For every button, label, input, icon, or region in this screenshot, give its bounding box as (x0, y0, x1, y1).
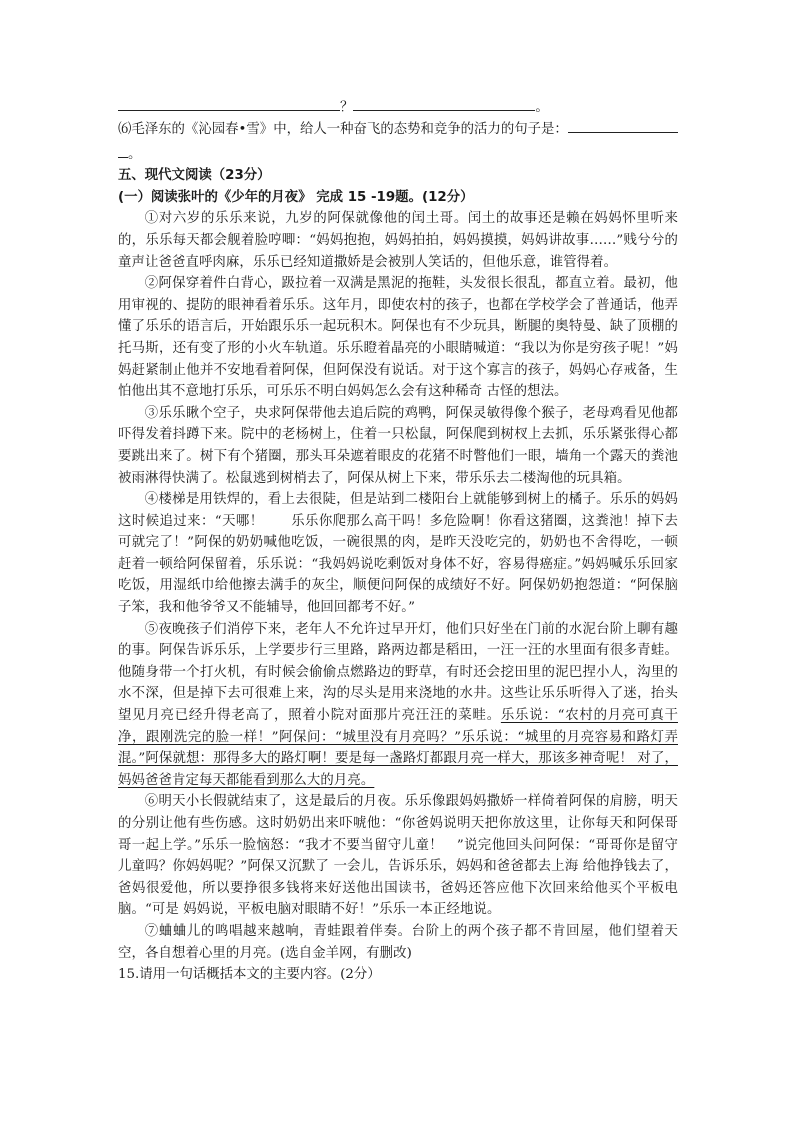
paragraph-4: ④楼梯是用铁焊的，看上去很陡，但是站到二楼阳台上就能够到树上的橘子。乐乐的妈妈这时候追过来：“天哪！ 乐乐你爬那么高干吗！多危险啊！你看这猪圈，这粪池！掉下去可就完了！”阿保的奶奶喊他吃饭，一碗很黑的肉，是昨天没吃完的，奶奶也不舍得吃，一顿赶着一顿给阿保留着，乐乐说：“我妈妈说吃剩饭对身体不好，容易得癌症。”妈妈喊乐乐回家吃饭，用湿纸巾给他擦去满手的灰尘，顺便问阿保的成绩好不好。阿保奶奶抱怨道：“阿保脑子笨，我和他爷爷又不能辅导，他回回都考不好。” (118, 492, 678, 616)
paragraph-7: ⑦蛐蛐儿的鸣唱越来越响，青蛙跟着伴奏。台阶上的两个孩子都不肯回屋，他们望着天空，各自想着心里的月亮。(选自金羊网，有删改) (118, 923, 678, 961)
answer-blank-line (118, 94, 678, 116)
answer-blank-4[interactable] (118, 141, 128, 158)
paragraph-5-underlined: 乐乐说：“农村的月亮可真干净，跟刚洗完的脸一样！”阿保问：“城里没有月亮吗？”乐乐说：“城里的月亮容易和路灯弄混。”阿保就想：那得多大的路灯啊！要是每一盏路灯都跟月亮一样大，那该多神奇呢！ 对了，妈妈爸爸肯定每天都能看到那么大的月亮。 (118, 708, 678, 788)
question-6-end: 。 (128, 146, 142, 162)
answer-blank-1[interactable] (118, 94, 340, 111)
question-15: 15.请用一句话概括本文的主要内容。(2分） (118, 967, 381, 983)
paragraph-3: ③乐乐瞅个空子，央求阿保带他去追后院的鸡鸭，阿保灵敏得像个猴子，老母鸡看见他都吓得发着抖蹲下来。院中的老杨树上，住着一只松鼠，阿保爬到树杈上去抓，乐乐紧张得心都要跳出来了。树下有个猪圈，那头耳朵遮着眼皮的花猪不时瞥他们一眼，墙角一个露天的粪池被雨淋得快满了。松鼠逃到树梢去了，阿保从树上下来，带乐乐去二楼淘他的玩具箱。 (118, 405, 678, 486)
period-mark: 。 (535, 100, 549, 115)
answer-blank-3[interactable] (568, 116, 678, 133)
question-6 (118, 116, 678, 165)
answer-blank-2[interactable] (353, 94, 535, 111)
section-title: 五、现代文阅读（23分） (118, 168, 271, 184)
question-mark: ？ (340, 100, 354, 115)
paragraph-6: ⑥明天小长假就结束了，这是最后的月夜。乐乐像跟妈妈撒娇一样倚着阿保的肩膀，明天的分别让他有些伤感。这时奶奶出来吓唬他：“你爸妈说明天把你放这里，让你每天和阿保哥哥一起上学。”乐乐一脸恼怒：“我才不要当留守儿童！ ”说完他回头问阿保：“哥哥你是留守儿童吗？你妈妈呢？”阿保又沉默了 一会儿，告诉乐乐，妈妈和爸爸都去上海 给他挣钱去了，爸妈很爱他，所以要挣很多钱将来好送他出国读书，爸妈还答应他下次回来给他买个平板电脑。“可是 妈妈说，平板电脑对眼睛不好！”乐乐一本正经地说。 (118, 794, 678, 918)
paragraph-5 (118, 619, 678, 792)
paragraph-2: ②阿保穿着件白背心，趿拉着一双满是黑泥的拖鞋，头发很长很乱，都直立着。最初，他用审视的、提防的眼神看着乐乐。这年月，即使农村的孩子，也都在学校学会了普通话，他弄懂了乐乐的语言后，开始跟乐乐一起玩积木。阿保也有不少玩具，断腿的奥特曼、缺了顶棚的托马斯，还有变了形的小火车轨道。乐乐瞪着晶亮的小眼睛喊道：“我以为你是穷孩子呢！”妈妈赶紧制止他并不安地看着阿保，但阿保没有说话。对于这个寡言的孩子，妈妈心存戒备，生怕他出其不意地打乐乐，可乐乐不明白妈妈怎么会有这种稀奇 古怪的想法。 (118, 276, 678, 400)
page-content (118, 94, 678, 986)
subsection-title: (一）阅读张叶的《少年的月夜》 完成 15 -19题。(12分） (118, 189, 474, 205)
paragraph-1: ①对六岁的乐乐来说，九岁的阿保就像他的闰土哥。闰土的故事还是赖在妈妈怀里听来的，乐乐每天都会舰着脸哼唧：“妈妈抱抱，妈妈拍拍，妈妈摸摸，妈妈讲故事……”贱兮兮的童声让爸爸直呼肉麻，乐乐已经知道撒娇是会被别人笑话的，但他乐意，谁管得着。 (118, 211, 678, 270)
paragraph-5-text: ⑤夜晚孩子们消停下来，老年人不允许过早开灯，他们只好坐在门前的水泥台阶上聊有趣的事。阿保告诉乐乐，上学要步行三里路，路两边都是稻田，一汪一汪的水里面有很多青蛙。他随身带一个打火机，有时候会偷偷点燃路边的野草，有时还会挖田里的泥巴捏小人，沟里的水不深，但是掉下去可很难上来，沟的尽头是用来浇地的水井。这些让乐乐听得入了迷，抬头望见月亮已经升得老高了，照着小院对面那片亮汪汪的菜畦。 (118, 621, 678, 724)
question-6-text: ⑹毛泽东的《沁园春•雪》中，给人一种奋飞的态势和竞争的活力的句子是： (118, 122, 568, 137)
